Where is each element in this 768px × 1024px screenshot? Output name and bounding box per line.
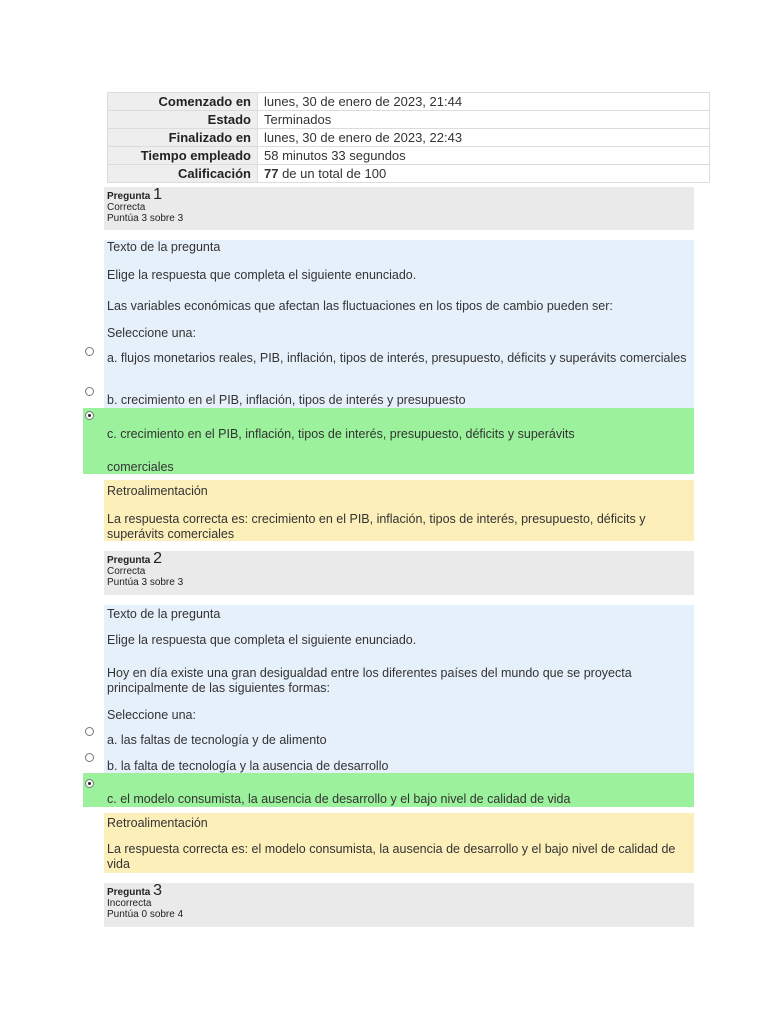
option-b-label[interactable]: b. la falta de tecnología y la ausencia de desarrollo — [107, 759, 389, 773]
question-state: Incorrecta — [107, 898, 152, 909]
grade-total: de un total de 100 — [278, 166, 387, 181]
feedback-label: Retroalimentación — [107, 484, 208, 498]
option-c-label-continued[interactable]: comerciales — [107, 460, 174, 474]
question-number: 3 — [153, 882, 163, 899]
question-state: Correcta — [107, 566, 146, 577]
question-score: Puntúa 3 sobre 3 — [107, 577, 184, 588]
summary-label: Tiempo empleado — [108, 147, 258, 165]
summary-row — [108, 165, 710, 183]
question-text-label: Texto de la pregunta — [107, 607, 221, 621]
question-state: Correcta — [107, 202, 146, 213]
summary-row — [108, 129, 710, 147]
summary-label: Estado — [108, 111, 258, 129]
question-label: Pregunta — [107, 887, 151, 898]
question-1-content — [104, 240, 694, 408]
question-score: Puntúa 3 sobre 3 — [107, 213, 184, 224]
summary-value: Terminados — [258, 111, 710, 129]
question-instruction: Elige la respuesta que completa el siguiente enunciado. — [107, 268, 417, 282]
option-a-label[interactable]: a. las faltas de tecnología y de alimento — [107, 733, 327, 747]
attempt-summary-table — [107, 92, 710, 183]
radio-option-b[interactable] — [85, 387, 94, 396]
question-1-info — [104, 187, 694, 230]
option-a-label[interactable]: a. flujos monetarios reales, PIB, inflación, tipos de interés, presupuesto, déficits y superávits comerciales — [107, 351, 687, 365]
grade-value: 77 — [264, 166, 279, 181]
question-prompt: Las variables económicas que afectan las fluctuaciones en los tipos de cambio pueden ser: — [107, 299, 613, 313]
feedback-text: La respuesta correcta es: el modelo consumista, la ausencia de desarrollo y el bajo nivel de calidad de vida — [107, 842, 676, 871]
select-one-label: Seleccione una: — [107, 708, 196, 722]
summary-label: Calificación — [108, 165, 258, 183]
question-2-info — [104, 551, 694, 595]
select-one-label: Seleccione una: — [107, 326, 196, 340]
radio-option-b[interactable] — [85, 753, 94, 762]
option-b-label[interactable]: b. crecimiento en el PIB, inflación, tipos de interés y presupuesto — [107, 393, 466, 407]
question-3-info — [104, 883, 694, 927]
question-instruction: Elige la respuesta que completa el siguiente enunciado. — [107, 633, 417, 647]
question-number: 1 — [153, 186, 163, 203]
question-prompt: Hoy en día existe una gran desigualdad entre los diferentes países del mundo que se proyecta principalmente de las siguientes formas: — [107, 666, 632, 695]
option-c-label[interactable]: c. crecimiento en el PIB, inflación, tipos de interés, presupuesto, déficits y superávits — [107, 427, 575, 441]
summary-value: lunes, 30 de enero de 2023, 22:43 — [258, 129, 710, 147]
summary-value: lunes, 30 de enero de 2023, 21:44 — [258, 93, 710, 111]
option-c-label[interactable]: c. el modelo consumista, la ausencia de desarrollo y el bajo nivel de calidad de vida — [107, 792, 571, 806]
summary-value — [258, 165, 710, 183]
question-text-label: Texto de la pregunta — [107, 240, 221, 254]
feedback-text: La respuesta correcta es: crecimiento en el PIB, inflación, tipos de interés, presupuesto, déficits y superávits comerciales — [107, 512, 646, 541]
question-label: Pregunta — [107, 555, 151, 566]
summary-row — [108, 111, 710, 129]
radio-option-c-selected[interactable] — [85, 411, 94, 420]
radio-option-a[interactable] — [85, 727, 94, 736]
summary-value: 58 minutos 33 segundos — [258, 147, 710, 165]
summary-label: Finalizado en — [108, 129, 258, 147]
question-number: 2 — [153, 550, 163, 567]
radio-option-c-selected[interactable] — [85, 779, 94, 788]
question-label: Pregunta — [107, 191, 151, 202]
radio-option-a[interactable] — [85, 347, 94, 356]
summary-label: Comenzado en — [108, 93, 258, 111]
feedback-label: Retroalimentación — [107, 816, 208, 830]
summary-row — [108, 147, 710, 165]
summary-row — [108, 93, 710, 111]
question-score: Puntúa 0 sobre 4 — [107, 909, 184, 920]
